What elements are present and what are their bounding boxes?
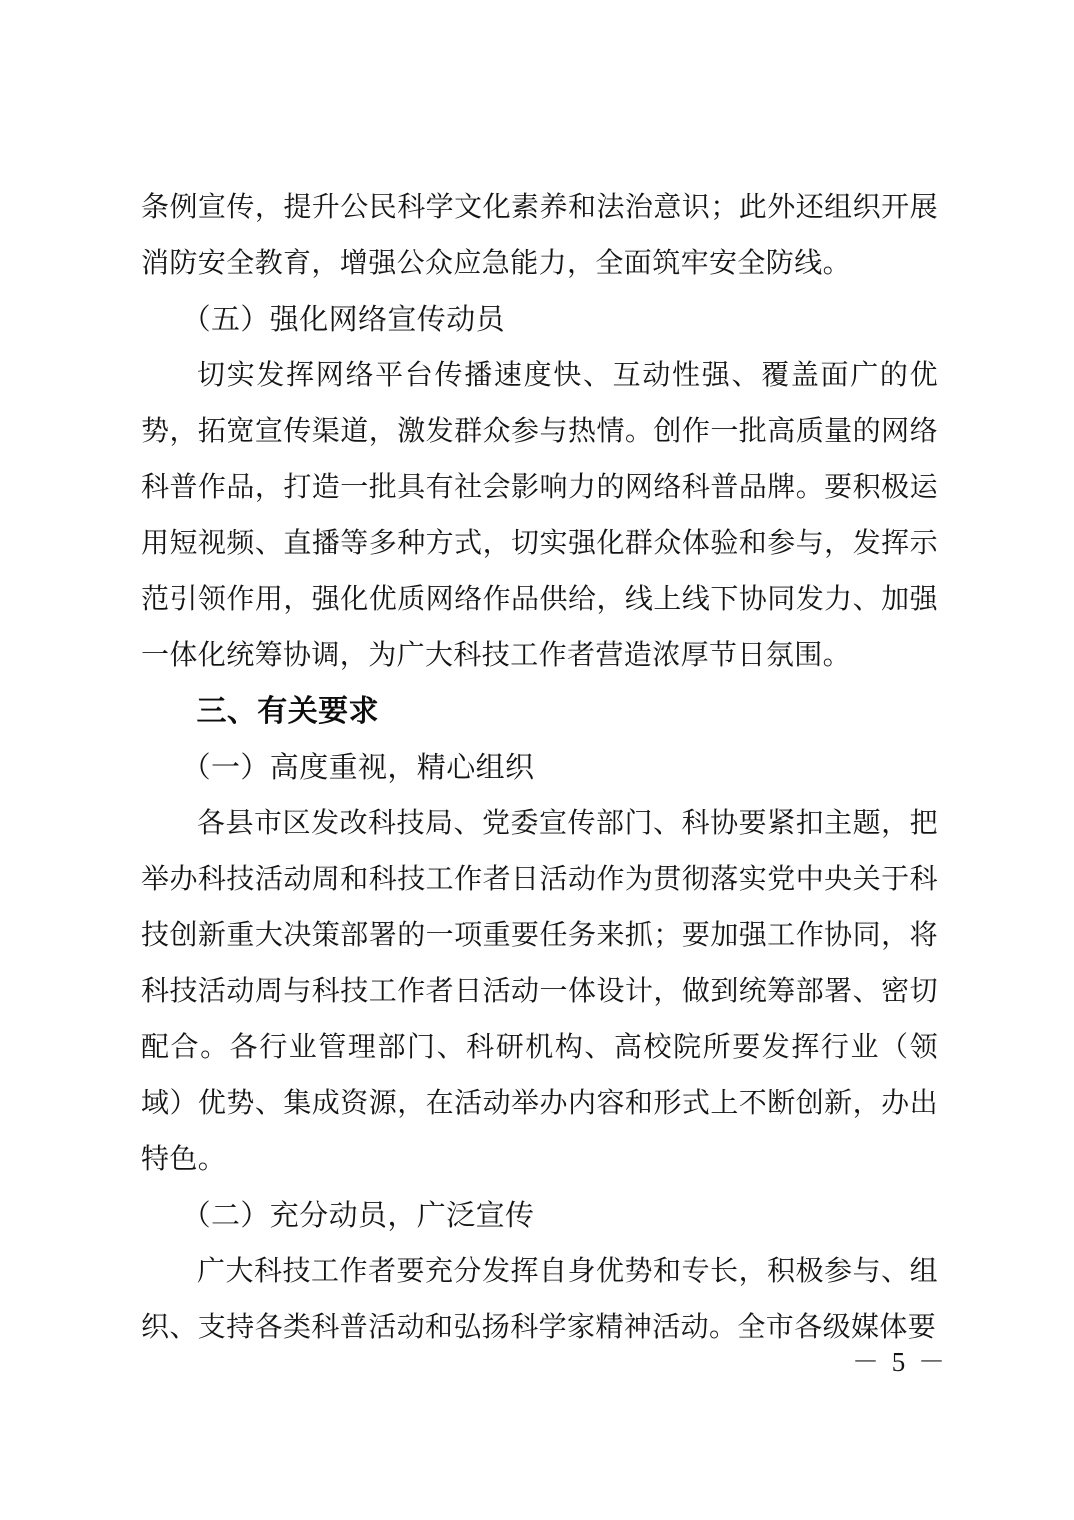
document-content xyxy=(141,180,938,1356)
subsection-heading-two: （二）充分动员，广泛宣传 xyxy=(181,1200,535,1232)
paragraph-mobilization: 广大科技工作者要充分发挥自身优势和专长，积极参与、组织、支持各类科普活动和弘扬科学家精神活动。全市各级媒体要 xyxy=(141,1256,938,1343)
section-heading-requirements: 三、有关要求 xyxy=(196,695,379,728)
paragraph-network-publicity: 切实发挥网络平台传播速度快、互动性强、覆盖面广的优势，拓宽宣传渠道，激发群众参与热情。创作一批高质量的网络科普作品，打造一批具有社会影响力的网络科普品牌。要积极运用短视频、直播等多种方式，切实强化群众体验和参与，发挥示范引领作用，强化优质网络作品供给，线上线下协同发力、加强一体化统筹协调，为广大科技工作者营造浓厚节日氛围。 xyxy=(141,360,938,671)
page-number: － 5 － xyxy=(852,1347,948,1377)
paragraph-organization: 各县市区发改科技局、党委宣传部门、科协要紧扣主题，把举办科技活动周和科技工作者日活动作为贯彻落实党中央关于科技创新重大决策部署的一项重要任务来抓；要加强工作协同，将科技活动周与科技工作者日活动一体设计，做到统筹部署、密切配合。各行业管理部门、科研机构、高校院所要发挥行业（领域）优势、集成资源，在活动举办内容和形式上不断创新，办出特色。 xyxy=(141,808,938,1175)
subsection-heading-five: （五）强化网络宣传动员 xyxy=(181,304,505,336)
subsection-heading-one: （一）高度重视，精心组织 xyxy=(181,752,535,784)
paragraph-continuation: 条例宣传，提升公民科学文化素养和法治意识；此外还组织开展消防安全教育，增强公众应急能力，全面筑牢安全防线。 xyxy=(141,192,938,279)
